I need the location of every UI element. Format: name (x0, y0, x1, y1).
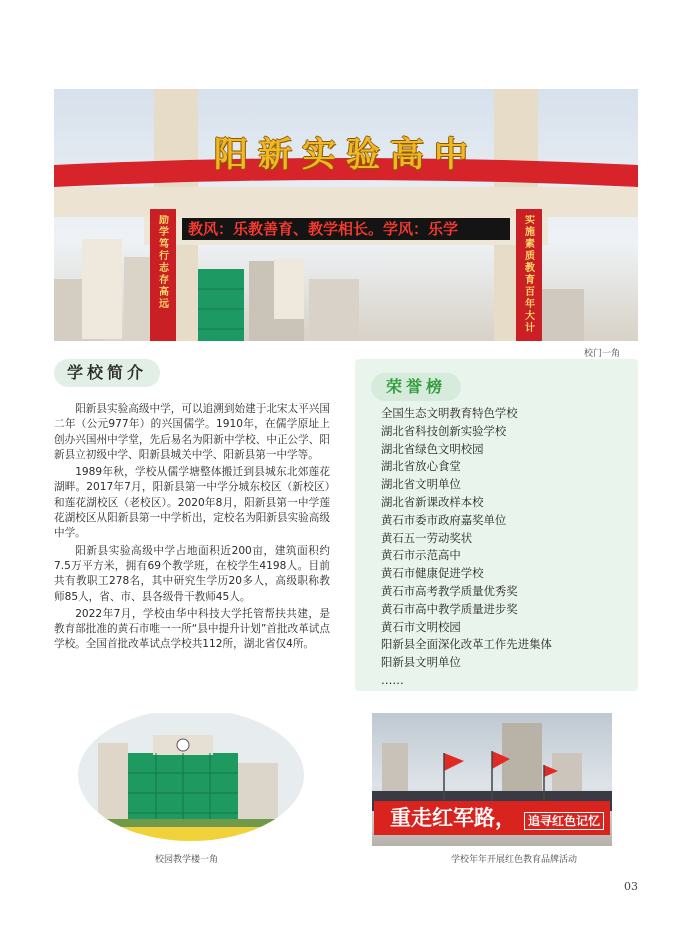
gate-led-banner: 教风：乐教善育、教学相长。学风：乐学 (182, 218, 510, 240)
honor-item: 湖北省新课改样本校 (381, 494, 484, 509)
intro-paragraph: 1989年秋，学校从儒学塘整体搬迁到县城东北郊莲花湖畔。2017年7月，阳新县第一中学分城东校区（新校区）和莲花湖校区（老校区）。2020年8月，阳新县第一中学莲花湖校区从阳新县第一中学析出，定校名为阳新县实验高级中学。 (54, 466, 330, 540)
honor-item: 湖北省文明单位 (381, 477, 461, 492)
honor-item: 阳新县全面深化改革工作先进集体 (381, 637, 552, 652)
gate-photo-caption: 校门一角 (584, 349, 621, 359)
honor-item: 湖北省科技创新实验学校 (381, 423, 507, 438)
intro-paragraph: 2022年7月，学校由华中科技大学托管帮扶共建，是教育部批准的黄石市唯一一所“县中提升计划”首批改革试点学校。全国首批改革试点学校共112所，湖北省仅4所。 (54, 607, 330, 651)
honor-item: 黄石市委市政府嘉奖单位 (381, 512, 507, 527)
honor-item: 黄石市高考教学质量优秀奖 (381, 583, 518, 598)
march-banner-sub: 追寻红色记忆 (524, 812, 604, 830)
honor-section-title: 荣誉榜 (371, 373, 461, 401)
red-education-caption: 学校年年开展红色教育品牌活动 (451, 855, 578, 865)
honor-item: 黄石市高中教学质量进步奖 (381, 601, 518, 616)
left-pillar-slogan: 励学笃行志存高远 (159, 215, 169, 310)
page-number: 03 (624, 880, 638, 893)
honor-item-ellipsis: …… (381, 672, 404, 687)
march-banner (374, 801, 610, 835)
intro-section-title: 学校简介 (54, 359, 160, 387)
intro-paragraph: 阳新县实验高级中学，可以追溯到始建于北宋太平兴国二年（公元977年）的兴国儒学。1910年，在儒学原址上创办兴国州中学堂，先后易名为阳新中学校、中正公学、阳新县立初级中学、阳新县城关中学、阳新县第一中学等。 (54, 403, 330, 461)
school-gate-photo (54, 89, 638, 341)
right-pillar-slogan: 实施素质教育百年大计 (525, 215, 535, 334)
honor-item: 黄石五一劳动奖状 (381, 530, 473, 545)
honor-item: 全国生态文明教育特色学校 (381, 406, 518, 420)
teaching-building-photo (78, 713, 304, 845)
honor-list (381, 405, 552, 690)
intro-paragraph: 阳新县实验高级中学占地面积近200亩，建筑面积约7.5万平方米，拥有69个教学班，在校学生4198人。目前共有教职工278名，其中研究生学历20多人，高级职称教师85人，省、市、县各级骨干教师45人。 (54, 544, 330, 603)
honor-item: 黄石市健康促进学校 (381, 566, 484, 581)
gate-title-sign: 阳新实验高中 (214, 135, 478, 175)
honor-item: 黄石市示范高中 (381, 548, 461, 563)
red-education-photo (372, 713, 612, 846)
teaching-building-caption: 校园教学楼一角 (155, 855, 219, 865)
march-banner-main: 重走红军路， (390, 806, 516, 830)
honor-item: 湖北省绿色文明校园 (381, 441, 484, 456)
honor-item: 阳新县文明单位 (381, 655, 461, 670)
honor-board (355, 359, 638, 691)
intro-body (54, 402, 330, 655)
honor-item: 黄石市文明校园 (381, 619, 461, 634)
teaching-building-illustration (78, 713, 304, 845)
honor-item: 湖北省放心食堂 (381, 459, 461, 474)
